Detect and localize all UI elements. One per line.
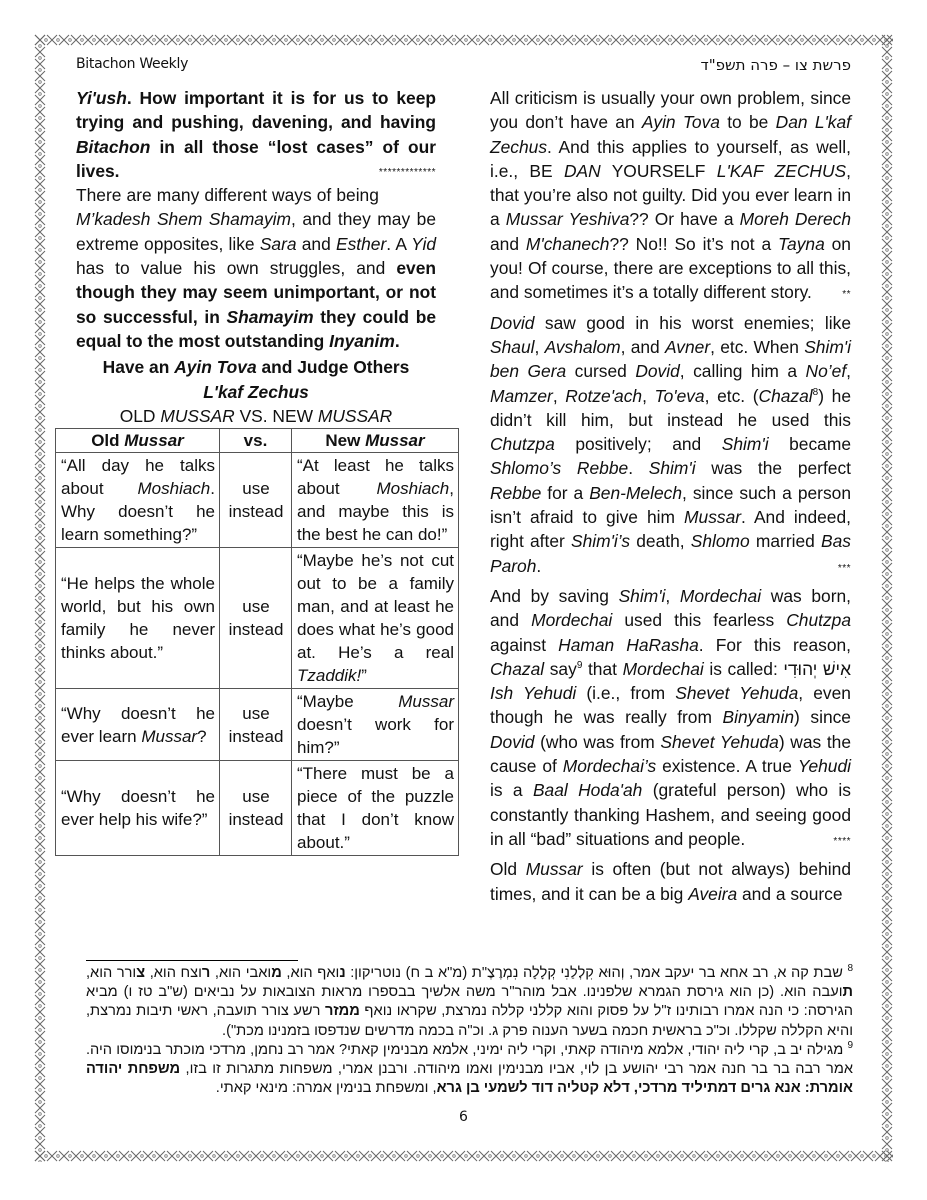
new-mussar-cell: “Maybe Mussar doesn’t work for him?”: [292, 689, 459, 761]
border-left: [34, 34, 46, 1162]
new-mussar-cell: “Maybe he’s not cut out to be a family man, and at least he does what he’s good at. He’s a real Tzaddik!”: [292, 548, 459, 689]
use-instead-cell: use instead: [220, 453, 292, 548]
table-row: [56, 689, 459, 761]
left-column: [61, 86, 454, 856]
table-caption: OLD MUSSAR VS. NEW MUSSAR: [119, 405, 393, 426]
old-mussar-cell: “All day he talks about Moshiach. Why doesn’t he learn something?”: [56, 453, 220, 548]
use-instead-cell: use instead: [220, 761, 292, 856]
footnote-9: $^9$ מגילה יב ב, קרי ליה יהודי, אלמא מיהודה קאתי, וקרי ליה ימיני, אלמא מבנימין קאתי? אמר רב נחמן, מרדכי מוכתר בנימוסו היה. אמר רבה בר בר חנה אמר רבי יהושע בן לוי, אביו מבנימין ואמו מיהודה. ורבנן אמרי, משפחות מתגרות זו בזו, משפחת יהודה אומרת: אנא גרים דמתיליד מרדכי, דלא קטליה דוד לשמעי בן גרא, ומשפחת בנימין אמרה: מינאי קאתי.: [86, 1039, 854, 1097]
header-old-mussar: Old Mussar: [56, 429, 220, 453]
border-top: [34, 34, 893, 46]
section-separator: **: [842, 289, 851, 301]
paragraph-criticism: All criticism is usually your own problem, since you don’t have an Ayin Tova to be Dan L'kaf Zechus. And this applies to yourself, as well, i.e., BE DAN YOURSELF L'KAF ZECHUS, that you’re also not guilty. Did you ever learn in a Mussar Yeshiva?? Or have a Moreh Derech and M'chanech?? No!! So it’s not a Tayna on you! Of course, there are exceptions to all this, and sometimes it’s a totally different story. **: [490, 86, 851, 305]
footnote-8: $^8$ שבת קה א, רב אחא בר יעקב אמר, וְהוּא קִלְלַנִי קְלָלָה נִמְרֶצֶ"ת (מ"א ב ח) נוטריקון: נואף הוא, מואבי הוא, רוצח הוא, צורר הוא, תועבה הוא. (כן הוא גירסת הגמרא שלפנינו. אבל מוהר"ר משה אלשיך בבספרו מראות הצובאות על נביאים (ש"ב טז ו) מביא הגירסה: כי הנה אמרו רבותינו ז"ל על פסוק והוא קללני קללה נמרצת, שקראו נואף ממזר רשע צורר תועבה, ראשי תיבות נמרצת, והיא הקללה שקללו. וכ"כ בראשית חכמה בשער הענוה פרק ג. וכ"ה בכמה מדרשים שנדפסו בזמנינו מכת").: [86, 963, 854, 1039]
table-row: [56, 453, 459, 548]
border-right: [881, 34, 893, 1162]
page-number: 6: [459, 1109, 468, 1125]
paragraph-kiddush-hashem: There are many different ways of being M’kadesh Shem Shamayim, and they may be extreme opposites, like Sara and Esther. A Yid has to value his own struggles, and even though they may seem unimportant, or not so successful, in Shamayim they could be equal to the most outstanding Inyanim.: [76, 185, 436, 351]
footnotes: [86, 964, 853, 1098]
header-new-mussar: New Mussar: [292, 429, 459, 453]
section-heading: Have an Ayin Tova and Judge Others L'kaf Zechus: [102, 357, 410, 402]
parsha-title: פרשת צו – פרה תשפ"ד: [700, 56, 851, 74]
new-mussar-cell: “There must be a piece of the puzzle that I don’t know about.”: [292, 761, 459, 856]
hebrew-phrase: אִישׁ יְהוּדִי: [783, 658, 851, 679]
use-instead-cell: use instead: [220, 548, 292, 689]
border-pattern: [34, 34, 893, 46]
section-separator: *************: [378, 166, 436, 178]
border-bottom: [34, 1150, 893, 1162]
table-header-row: [56, 429, 459, 453]
border-pattern: [34, 34, 46, 1162]
footnote-separator: [86, 960, 298, 961]
table-row: [56, 548, 459, 689]
border-pattern: [34, 1150, 893, 1162]
old-mussar-cell: “He helps the whole world, but his own family he never thinks about.”: [56, 548, 220, 689]
old-mussar-cell: “Why doesn’t he ever learn Mussar?: [56, 689, 220, 761]
paragraph-old-mussar: Old Mussar is often (but not always) behind times, and it can be a big Aveira and a source: [490, 859, 851, 904]
new-mussar-cell: “At least he talks about Moshiach, and maybe this is the best he can do!”: [292, 453, 459, 548]
section-separator: ****: [833, 835, 851, 847]
paragraph-mordechai: And by saving Shim'i, Mordechai was born, and Mordechai used this fearless Chutzpa against Haman HaRasha. For this reason, Chazal say$^9$ that Mordechai is called: אִישׁ יְהוּדִי Ish Yehudi (i.e., from Shevet Yehuda, even though he was really from Binyamin) since Dovid (who was from Shevet Yehuda) was the cause of Mordechai’s existence. A true Yehudi is a Baal Hoda'ah (grateful person) who is constantly thanking Hashem, and seeing good in all “bad” situations and people. ****: [490, 584, 851, 851]
paragraph-yiush: Yi'ush. How important it is for us to keep trying and pushing, davening, and having Bitachon in all those “lost cases” of our lives. *************: [76, 86, 436, 183]
table-row: [56, 761, 459, 856]
header-vs: vs.: [220, 429, 292, 453]
right-column: [490, 86, 851, 906]
paragraph-dovid: Dovid saw good in his worst enemies; like Shaul, Avshalom, and Avner, etc. When Shim'i ben Gera cursed Dovid, calling him a No’ef, Mamzer, Rotze'ach, To'eva, etc. (Chazal$^8$) he didn’t kill him, but instead he used this Chutzpa positively; and Shim'i became Shlomo’s Rebbe. Shim'i was the perfect Rebbe for a Ben-Melech, since such a person isn’t afraid to give him Mussar. And indeed, right after Shim'i’s death, Shlomo married Bas Paroh. ***: [490, 311, 851, 578]
publication-title: Bitachon Weekly: [76, 56, 189, 72]
mussar-comparison-table: [55, 428, 459, 856]
old-mussar-cell: “Why doesn’t he ever help his wife?”: [56, 761, 220, 856]
footnote-ref-9[interactable]: 9: [576, 660, 583, 672]
border-pattern: [881, 34, 893, 1162]
footnote-ref-8[interactable]: 8: [812, 386, 819, 398]
use-instead-cell: use instead: [220, 689, 292, 761]
section-separator: ***: [837, 562, 851, 574]
